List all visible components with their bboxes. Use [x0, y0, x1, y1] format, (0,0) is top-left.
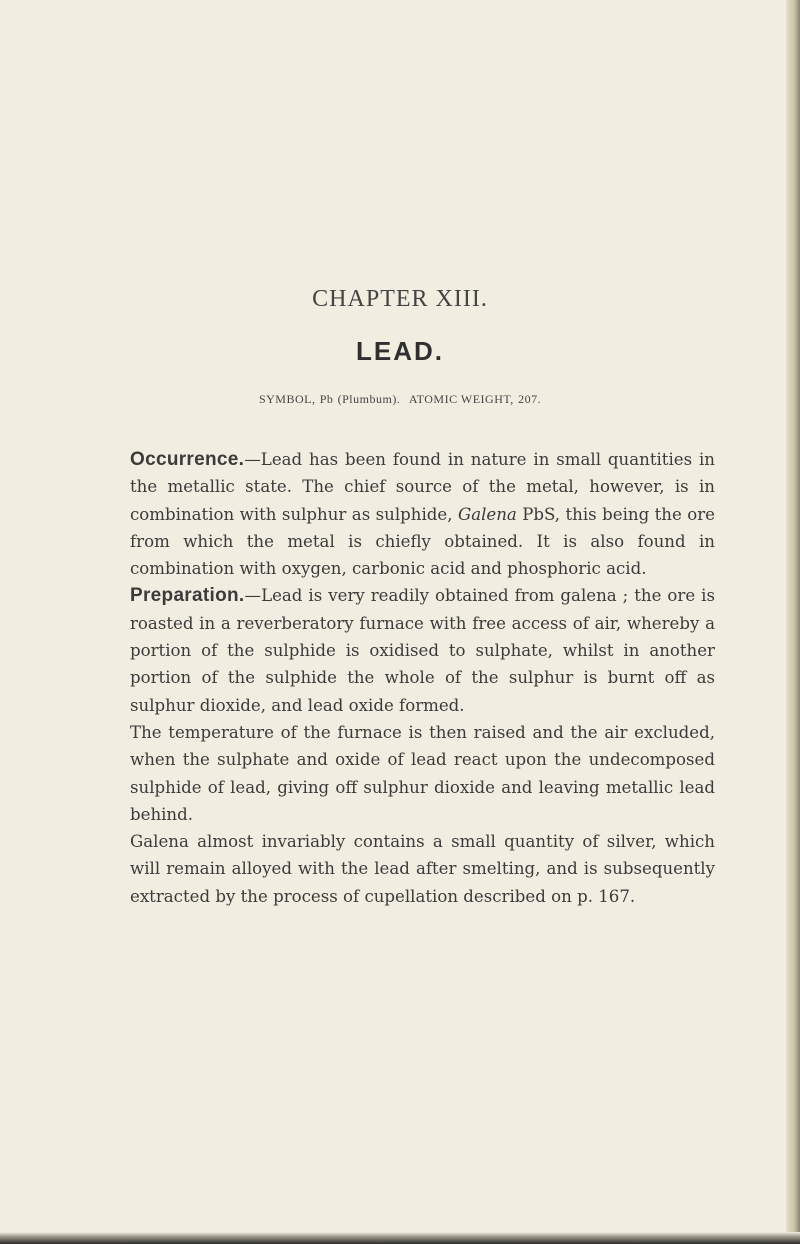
occurrence-text-b: PbS, this being the ore from which the metal is chiefly obtained. It is also found in combination with oxygen, carbonic acid and phosphoric acid. [130, 504, 715, 579]
preparation-heading: Preparation. [130, 585, 245, 607]
atomic-weight-value: 207. [518, 392, 542, 406]
symbol-label: SYMBOL, [258, 392, 316, 406]
page-edge-right [786, 0, 800, 1244]
atomic-weight-label: ATOMIC WEIGHT, [408, 392, 514, 406]
occurrence-paragraph [130, 446, 715, 582]
symbol-value: Pb [319, 392, 334, 406]
occurrence-text-a: —Lead has been found in nature in small quantities in the metallic state. The chief source of the metal, however, is in combination with sulphur as sulphide, [130, 450, 715, 524]
symbol-line [0, 391, 800, 408]
preparation-paragraph [130, 582, 715, 718]
ore-name: Galena [457, 504, 517, 524]
chapter-heading: CHAPTER XIII. [312, 286, 488, 312]
galena-silver-paragraph: Galena almost invariably contains a small quantity of silver, which will remain alloyed with the lead after smelting, and is subsequently extracted by the process of cupellation described on p. 167. [130, 832, 715, 906]
temperature-paragraph: The temperature of the furnace is then raised and the air excluded, when the sulphate and oxide of lead react upon the undecomposed sulphide of lead, giving off sulphur dioxide and leaving metallic lead behind. [130, 722, 715, 824]
page-edge-bottom [0, 1232, 800, 1244]
body-text [130, 446, 715, 910]
occurrence-heading: Occurrence. [130, 449, 245, 470]
page-title: LEAD. [356, 336, 444, 366]
latin-name: (Plumbum). [337, 392, 401, 406]
preparation-text: —Lead is very readily obtained from galena ; the ore is roasted in a reverberatory furnace with free access of air, whereby a portion of the sulphide is oxidised to sulphate, whilst in another portion of the sulphide the whole of the sulphur is burnt off as sulphur dioxide, and lead oxide formed. [130, 586, 715, 715]
